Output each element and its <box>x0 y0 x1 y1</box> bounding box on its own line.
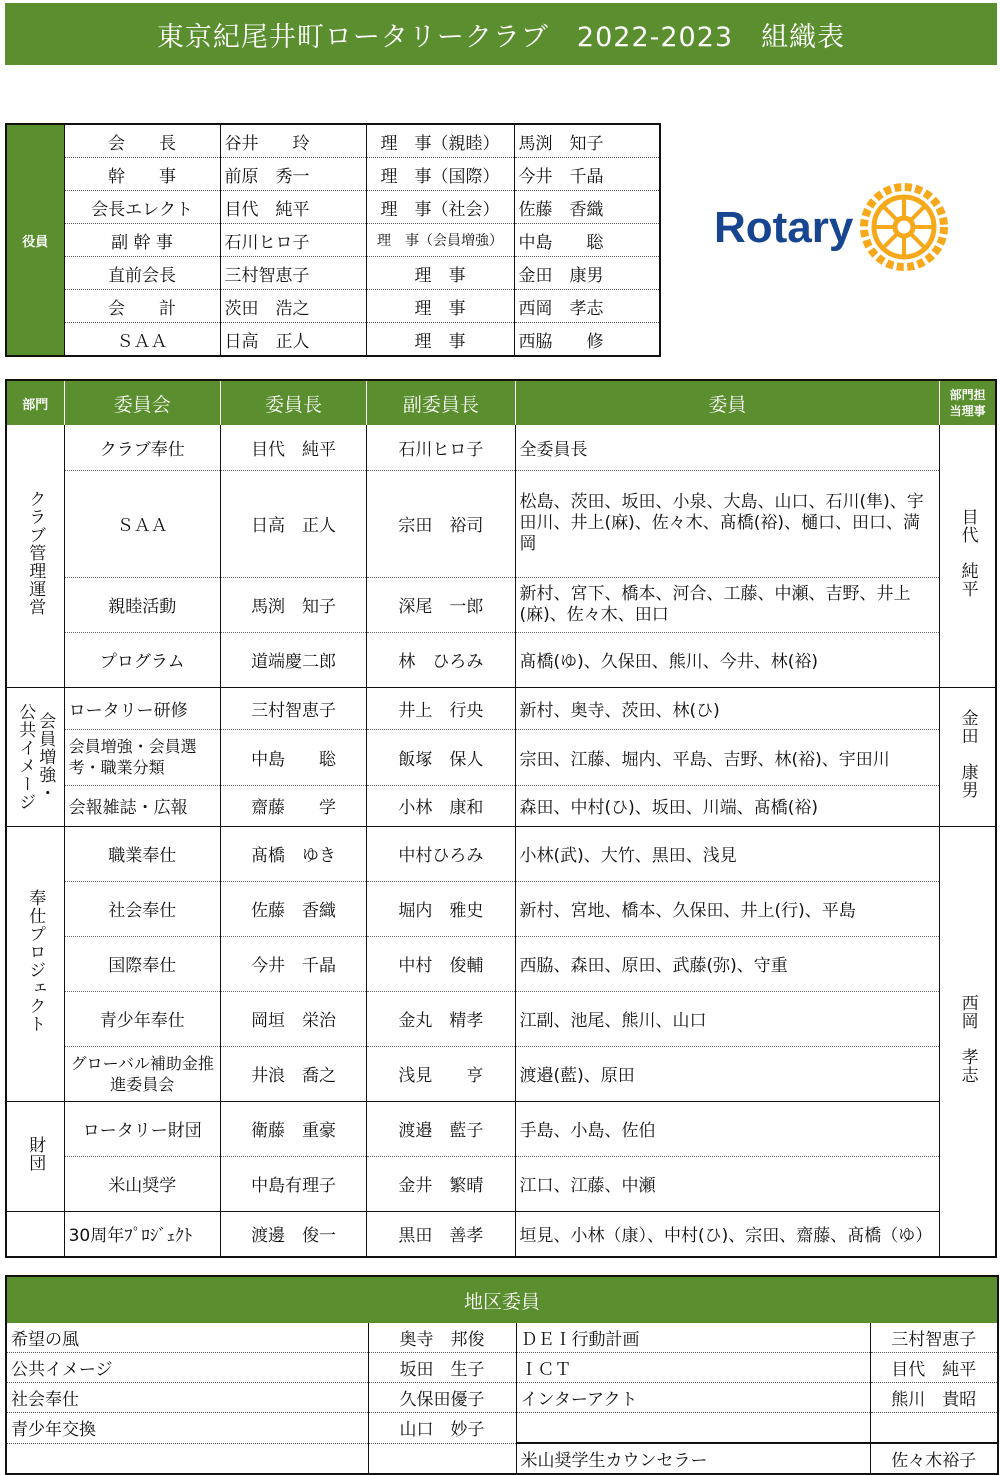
district-member <box>368 1443 516 1474</box>
members-list: 新村、宮地、橋本、久保田、井上(行)、平島 <box>515 881 940 936</box>
table-row <box>6 425 996 470</box>
rotary-wordmark: Rotary <box>714 203 854 252</box>
table-row <box>6 785 996 826</box>
group-service-label: 奉仕プロジェクト <box>25 889 46 1033</box>
vice-name: 渡邉 藍子 <box>367 1101 515 1156</box>
director-name: 金田 康男 <box>957 709 978 799</box>
director-role: 理 事（親睦） <box>366 124 514 158</box>
officer-row <box>6 323 660 357</box>
district-role: 米山奨学生カウンセラー <box>516 1443 870 1474</box>
group-service <box>6 826 64 1101</box>
dept-header: 部門 <box>6 380 64 425</box>
members-list: 森田、中村(ひ)、坂田、川端、髙橋(裕) <box>515 785 940 826</box>
rotary-logo <box>712 180 952 275</box>
director-name: 今井 千晶 <box>514 158 660 191</box>
officer-role: 会 計 <box>64 290 220 323</box>
officer-role: 会長エレクト <box>64 191 220 224</box>
district-header: 地区委員 <box>6 1276 998 1323</box>
table-row <box>6 1156 996 1211</box>
district-member: 奥寺 邦俊 <box>368 1323 516 1353</box>
vice-name: 堀内 雅史 <box>367 881 515 936</box>
members-list: 江副、池尾、熊川、山口 <box>515 991 940 1046</box>
chair-header: 委員長 <box>220 380 366 425</box>
district-role: インターアクト <box>516 1383 870 1413</box>
district-member: 熊川 貴昭 <box>870 1383 998 1413</box>
officer-row <box>6 191 660 224</box>
vice-name: 深尾 一郎 <box>367 577 515 632</box>
officer-row <box>6 257 660 290</box>
committee-name: 米山奨学 <box>64 1156 220 1211</box>
committee-name: プログラム <box>64 632 220 687</box>
officer-row <box>6 224 660 257</box>
chair-name: 道端慶二郎 <box>220 632 366 687</box>
officer-row <box>6 158 660 191</box>
director-name: 目代 純平 <box>957 508 978 599</box>
table-row <box>6 1413 998 1444</box>
members-list: 西脇、森田、原田、武藤(弥)、守重 <box>515 936 940 991</box>
table-row <box>6 687 996 729</box>
table-row <box>6 1211 996 1257</box>
vice-name: 井上 行央 <box>367 687 515 729</box>
table-row <box>6 632 996 687</box>
group-club-label: クラブ管理運営 <box>25 490 46 617</box>
director-name: 西脇 修 <box>514 323 660 357</box>
table-row <box>6 1443 998 1474</box>
chair-name: 井浪 喬之 <box>220 1046 366 1101</box>
committee-name: 社会奉仕 <box>64 881 220 936</box>
chair-name: 佐藤 香織 <box>220 881 366 936</box>
district-member: 目代 純平 <box>870 1353 998 1383</box>
committee-name: 30周年ﾌﾟﾛｼﾞｪｸﾄ <box>64 1211 220 1257</box>
vice-name: 中村ひろみ <box>367 826 515 881</box>
district-table <box>5 1275 999 1475</box>
group-foundation-label: 財団 <box>25 1135 46 1172</box>
director-role: 理 事（社会） <box>366 191 514 224</box>
district-member <box>870 1413 998 1444</box>
members-list: 松島、茨田、坂田、小泉、大島、山口、石川(隼)、宇田川、井上(麻)、佐々木、髙橋(裕)、樋口、田口、満岡 <box>515 470 940 577</box>
committee-name: ＳＡＡ <box>64 470 220 577</box>
chair-name: 中島有理子 <box>220 1156 366 1211</box>
officer-name: 茨田 浩之 <box>220 290 366 323</box>
committees-table <box>5 379 997 1258</box>
director-header: 部門担当理事 <box>940 380 996 425</box>
officer-role: ＳＡＡ <box>64 323 220 357</box>
director-role: 理 事（国際） <box>366 158 514 191</box>
district-member: 久保田優子 <box>368 1383 516 1413</box>
group-foundation <box>6 1101 64 1211</box>
table-row <box>6 881 996 936</box>
committee-name: 職業奉仕 <box>64 826 220 881</box>
table-row <box>6 1353 998 1383</box>
committee-name: クラブ奉仕 <box>64 425 220 470</box>
page-title: 東京紀尾井町ロータリークラブ 2022-2023 組織表 <box>5 3 997 65</box>
table-row <box>6 991 996 1046</box>
officer-name: 前原 秀一 <box>220 158 366 191</box>
district-member: 坂田 生子 <box>368 1353 516 1383</box>
members-header: 委員 <box>515 380 940 425</box>
chair-name: 渡邊 俊一 <box>220 1211 366 1257</box>
officer-name: 日高 正人 <box>220 323 366 357</box>
chair-name: 岡垣 栄治 <box>220 991 366 1046</box>
vice-name: 浅見 亨 <box>367 1046 515 1101</box>
committee-name: 青少年奉仕 <box>64 991 220 1046</box>
director-name: 金田 康男 <box>514 257 660 290</box>
district-role: ＩＣＴ <box>516 1353 870 1383</box>
committee-header: 委員会 <box>64 380 220 425</box>
members-list: 渡邉(藍)、原田 <box>515 1046 940 1101</box>
officer-role: 会 長 <box>64 124 220 158</box>
vice-name: 黒田 善孝 <box>367 1211 515 1257</box>
members-list: 新村、奥寺、茨田、林(ひ) <box>515 687 940 729</box>
director-cell <box>940 826 996 1257</box>
committees-header <box>6 380 996 425</box>
officer-row <box>6 290 660 323</box>
district-role: 社会奉仕 <box>6 1383 368 1413</box>
district-role <box>6 1443 368 1474</box>
committee-name: 親睦活動 <box>64 577 220 632</box>
members-list: 小林(武)、大竹、黒田、浅見 <box>515 826 940 881</box>
vice-name: 石川ヒロ子 <box>367 425 515 470</box>
chair-name: 今井 千晶 <box>220 936 366 991</box>
officer-role: 直前会長 <box>64 257 220 290</box>
vice-name: 金丸 精孝 <box>367 991 515 1046</box>
director-name: 西岡 孝志 <box>957 993 978 1084</box>
chair-name: 目代 純平 <box>220 425 366 470</box>
district-role: 青少年交換 <box>6 1413 368 1444</box>
director-role: 理 事 <box>366 257 514 290</box>
director-name: 西岡 孝志 <box>514 290 660 323</box>
district-member: 三村智恵子 <box>870 1323 998 1353</box>
officer-name: 目代 純平 <box>220 191 366 224</box>
director-cell <box>940 687 996 826</box>
committee-name: ロータリー財団 <box>64 1101 220 1156</box>
committee-name: ロータリー研修 <box>64 687 220 729</box>
officer-role: 幹 事 <box>64 158 220 191</box>
chair-name: 中島 聡 <box>220 729 366 785</box>
vice-name: 小林 康和 <box>367 785 515 826</box>
officers-table <box>5 123 661 357</box>
chair-name: 日高 正人 <box>220 470 366 577</box>
officer-name: 三村智恵子 <box>220 257 366 290</box>
director-name: 佐藤 香織 <box>514 191 660 224</box>
director-name: 馬渕 知子 <box>514 124 660 158</box>
group-public-label-a: 会員増強・ <box>35 711 56 802</box>
district-role: 公共イメージ <box>6 1353 368 1383</box>
director-role: 理 事（会員増強） <box>366 224 514 257</box>
table-row <box>6 1323 998 1353</box>
officer-role: 副 幹 事 <box>64 224 220 257</box>
table-row <box>6 1046 996 1101</box>
members-list: 新村、宮下、橋本、河合、工藤、中瀬、吉野、井上(麻)、佐々木、田口 <box>515 577 940 632</box>
table-row <box>6 729 996 785</box>
group-club <box>6 425 64 687</box>
chair-name: 三村智恵子 <box>220 687 366 729</box>
table-row <box>6 577 996 632</box>
chair-name: 衛藤 重豪 <box>220 1101 366 1156</box>
group-empty <box>6 1211 64 1257</box>
members-list: 手島、小島、佐伯 <box>515 1101 940 1156</box>
chair-name: 馬渕 知子 <box>220 577 366 632</box>
committee-name: 国際奉仕 <box>64 936 220 991</box>
director-cell <box>940 425 996 687</box>
group-public <box>6 687 64 826</box>
table-row <box>6 936 996 991</box>
members-list: 宗田、江藤、堀内、平島、吉野、林(裕)、宇田川 <box>515 729 940 785</box>
district-role <box>516 1413 870 1444</box>
officer-name: 石川ヒロ子 <box>220 224 366 257</box>
members-list: 垣見、小林（康）、中村(ひ)、宗田、齋藤、髙橋（ゆ） <box>515 1211 940 1257</box>
director-role: 理 事 <box>366 323 514 357</box>
members-list: 髙橋(ゆ)、久保田、熊川、今井、林(裕) <box>515 632 940 687</box>
district-role: 希望の風 <box>6 1323 368 1353</box>
vice-header: 副委員長 <box>367 380 515 425</box>
table-row <box>6 826 996 881</box>
committee-name: 会員増強・会員選考・職業分類 <box>64 729 220 785</box>
group-public-label-b: 公共イメージ <box>15 702 36 811</box>
officer-name: 谷井 玲 <box>220 124 366 158</box>
committee-name: 会報雑誌・広報 <box>64 785 220 826</box>
district-member: 佐々木裕子 <box>870 1443 998 1474</box>
members-list: 江口、江藤、中瀬 <box>515 1156 940 1211</box>
table-row <box>6 1383 998 1413</box>
chair-name: 齋藤 学 <box>220 785 366 826</box>
vice-name: 中村 俊輔 <box>367 936 515 991</box>
officers-section-label: 役員 <box>6 124 64 356</box>
rotary-wheel-icon <box>712 180 952 275</box>
district-member: 山口 妙子 <box>368 1413 516 1444</box>
director-role: 理 事 <box>366 290 514 323</box>
committee-name: グローバル補助金推進委員会 <box>64 1046 220 1101</box>
table-row <box>6 470 996 577</box>
vice-name: 宗田 裕司 <box>367 470 515 577</box>
members-list: 全委員長 <box>515 425 940 470</box>
vice-name: 飯塚 保人 <box>367 729 515 785</box>
chair-name: 髙橋 ゆき <box>220 826 366 881</box>
district-role: ＤＥＩ行動計画 <box>516 1323 870 1353</box>
vice-name: 金井 繁晴 <box>367 1156 515 1211</box>
director-name: 中島 聡 <box>514 224 660 257</box>
officer-row <box>6 124 660 158</box>
table-row <box>6 1101 996 1156</box>
vice-name: 林 ひろみ <box>367 632 515 687</box>
